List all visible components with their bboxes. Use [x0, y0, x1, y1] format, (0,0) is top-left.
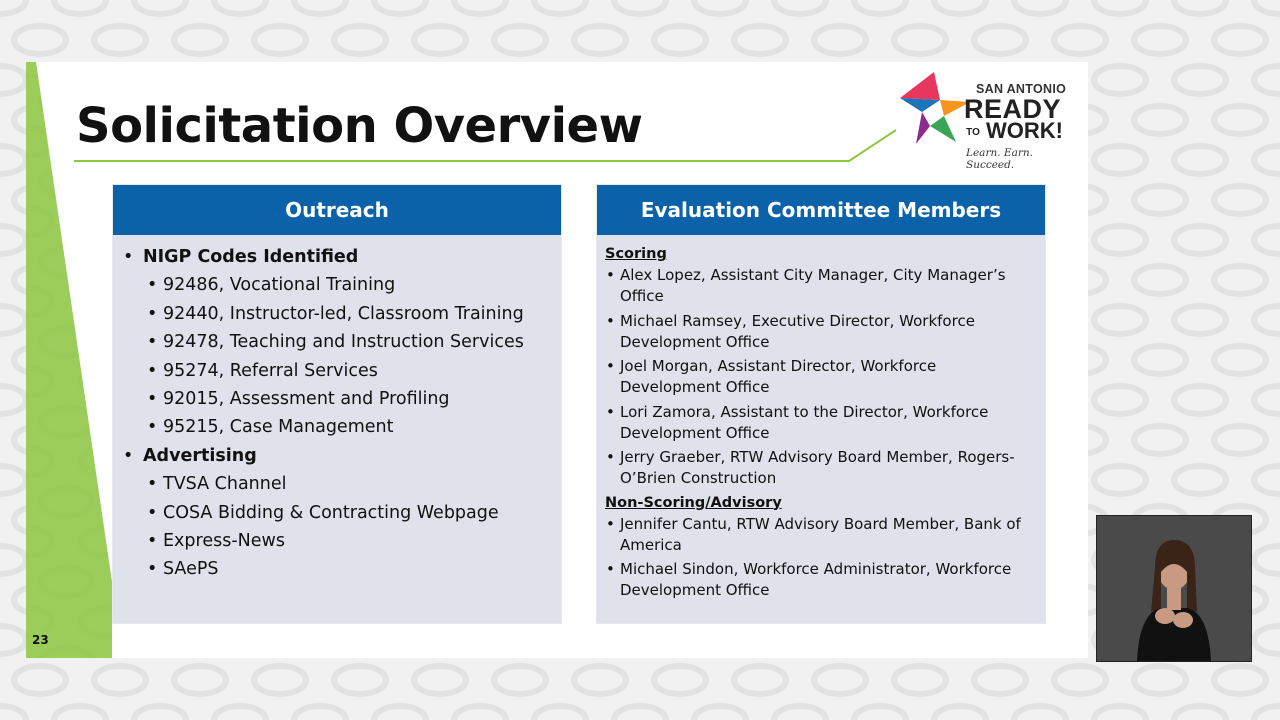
list-item: • Alex Lopez, Assistant City Manager, City Manager’s Office [605, 265, 1037, 307]
outreach-section-nigp: • NIGP Codes Identified [113, 243, 561, 271]
advisory-members [605, 514, 1037, 602]
advisory-label: Non-Scoring/Advisory [605, 494, 782, 511]
slide-number: 23 [32, 633, 49, 647]
logo-line-san-antonio: SAN ANTONIO [976, 82, 1067, 96]
title-underline [74, 122, 904, 167]
list-item: • 92440, Instructor-led, Classroom Training [113, 300, 561, 328]
list-item: • Jerry Graeber, RTW Advisory Board Member, Rogers-O’Brien Construction [605, 447, 1037, 489]
logo-tagline: Learn. Earn. Succeed. [966, 147, 1033, 171]
list-item: • 95215, Case Management [113, 413, 561, 441]
list-item: • Joel Morgan, Assistant Director, Workforce Development Office [605, 356, 1037, 398]
list-item: • SAePS [113, 555, 561, 583]
ready-to-work-logo [894, 68, 1084, 171]
list-item: • 92478, Teaching and Instruction Services [113, 328, 561, 356]
sign-language-interpreter-video [1096, 515, 1252, 662]
list-item: • COSA Bidding & Contracting Webpage [113, 499, 561, 527]
slide [26, 62, 1088, 658]
list-item: • Lori Zamora, Assistant to the Director, Workforce Development Office [605, 402, 1037, 444]
scoring-members [605, 265, 1037, 489]
outreach-panel [113, 185, 561, 623]
logo-line-to: TO [966, 127, 980, 138]
committee-panel [597, 185, 1045, 623]
star-icon [894, 68, 974, 148]
logo-line-ready: READY [964, 94, 1062, 124]
interpreter-figure [1097, 516, 1251, 661]
logo-line-work: WORK! [986, 118, 1063, 143]
committee-list [597, 235, 1045, 601]
outreach-header: Outreach [113, 185, 561, 235]
slide-title: Solicitation Overview [76, 98, 643, 154]
list-item: • Michael Ramsey, Executive Director, Workforce Development Office [605, 311, 1037, 353]
committee-header: Evaluation Committee Members [597, 185, 1045, 235]
list-item: • 95274, Referral Services [113, 357, 561, 385]
list-item: • 92486, Vocational Training [113, 271, 561, 299]
list-item: • Express-News [113, 527, 561, 555]
outreach-list [113, 235, 561, 584]
list-item: • Michael Sindon, Workforce Administrator, Workforce Development Office [605, 559, 1037, 601]
scoring-label: Scoring [605, 246, 667, 262]
list-item: • 92015, Assessment and Profiling [113, 385, 561, 413]
list-item: • TVSA Channel [113, 470, 561, 498]
list-item: • Jennifer Cantu, RTW Advisory Board Member, Bank of America [605, 514, 1037, 556]
outreach-section-advertising: • Advertising [113, 442, 561, 470]
